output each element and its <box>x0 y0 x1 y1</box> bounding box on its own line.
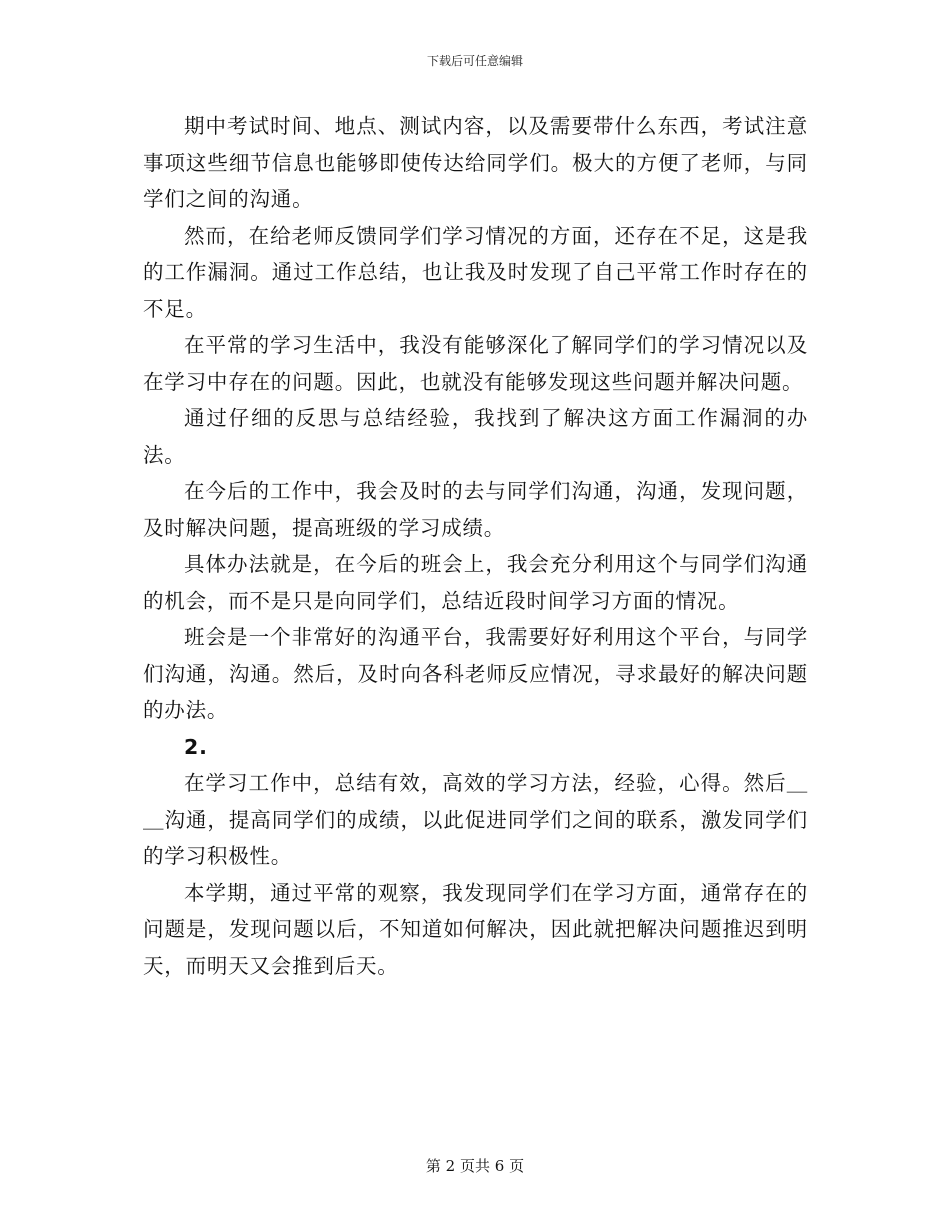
paragraph: 然而，在给老师反馈同学们学习情况的方面，还存在不足，这是我的工作漏洞。通过工作总结，也让我及时发现了自己平常工作时存在的不足。 <box>143 223 808 321</box>
paragraph: 通过仔细的反思与总结经验，我找到了解决这方面工作漏洞的办法。 <box>143 406 808 467</box>
paragraph: 本学期，通过平常的观察，我发现同学们在学习方面，通常存在的问题是，发现问题以后，不知道如何解决，因此就把解决问题推迟到明天，而明天又会推到后天。 <box>143 880 808 978</box>
page-footer: 第 2 页共 6 页 <box>425 1157 525 1175</box>
page-header: 下载后可任意编辑 <box>426 54 523 68</box>
paragraph: 在学习工作中，总结有效，高效的学习方法，经验，心得。然后＿＿沟通，提高同学们的成绩，以此促进同学们之间的联系，激发同学们的学习积极性。 <box>143 771 808 868</box>
paragraph: 班会是一个非常好的沟通平台，我需要好好利用这个平台，与同学们沟通，沟通。然后，及时向各科老师反应情况，寻求最好的解决问题的办法。 <box>143 625 808 722</box>
paragraph: 在今后的工作中，我会及时的去与同学们沟通，沟通，发现问题，及时解决问题，提高班级的学习成绩。 <box>143 479 808 540</box>
document-body <box>143 108 808 984</box>
section-number: 2. <box>184 734 208 759</box>
paragraph: 期中考试时间、地点、测试内容，以及需要带什么东西，考试注意事项这些细节信息也能够即使传达给同学们。极大的方便了老师，与同学们之间的沟通。 <box>143 114 808 211</box>
paragraph: 在平常的学习生活中，我没有能够深化了解同学们的学习情况以及在学习中存在的问题。因此，也就没有能够发现这些问题并解决问题。 <box>143 333 808 394</box>
paragraph: 具体办法就是，在今后的班会上，我会充分利用这个与同学们沟通的机会，而不是只是向同学们，总结近段时间学习方面的情况。 <box>143 552 808 613</box>
